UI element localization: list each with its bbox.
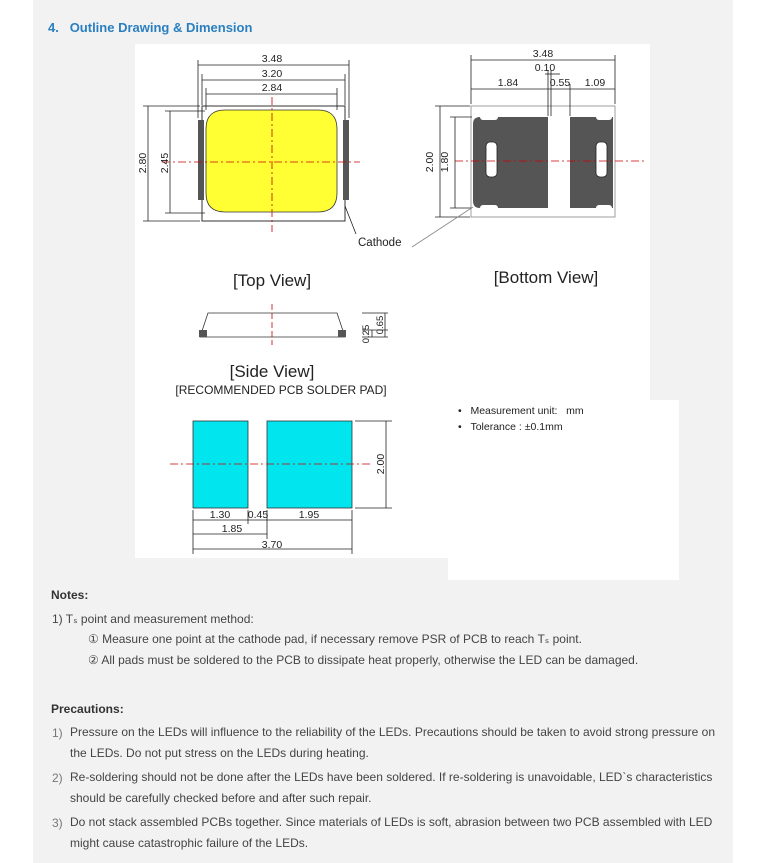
dim-2-45-top: 2.45	[159, 152, 171, 174]
dim-3-48-top: 3.48	[261, 53, 283, 65]
dim-3-20-top: 3.20	[261, 68, 283, 80]
notes-sub-2: ② All pads must be soldered to the PCB to dissipate heat properly, otherwise the LED can be damaged.	[88, 653, 639, 667]
top-view-drawing	[143, 60, 360, 234]
bullet-icon: •	[458, 421, 462, 433]
pcb-pad-title: [RECOMMENDED PCB SOLDER PAD]	[175, 383, 387, 397]
cathode-label: Cathode	[358, 237, 402, 249]
dim-3-70-pcb: 3.70	[261, 539, 283, 551]
precaution-text: Do not stack assembled PCBs together. Since materials of LEDs is soft, abrasion between two PCB assembled with LED might cause catastrophic failure of the LEDs.	[70, 815, 713, 850]
dim-1-09-bottom: 1.09	[584, 77, 606, 89]
tolerance-item	[458, 421, 563, 433]
notes-item-1: 1) Tₛ point and measurement method:	[52, 612, 254, 626]
dim-0-65-side: 0.65	[375, 315, 386, 335]
dim-2-00-bottom: 2.00	[424, 151, 436, 173]
dim-1-84-bottom: 1.84	[497, 77, 519, 89]
side-view-drawing	[199, 304, 388, 345]
dim-2-00-pcb: 2.00	[375, 453, 387, 475]
bottom-view-label: [Bottom View]	[493, 268, 599, 287]
precaution-number: 1)	[52, 726, 63, 740]
dim-3-48-bottom: 3.48	[532, 48, 554, 60]
measurement-unit: Measurement unit: mm	[470, 405, 584, 417]
precaution-text: Pressure on the LEDs will influence to the reliability of the LEDs. Precautions should be taken to avoid strong pressure on the LEDs. Do not put stress on the LEDs during heating.	[70, 725, 716, 760]
dim-2-84-top: 2.84	[261, 82, 283, 94]
dim-1-80-bottom: 1.80	[439, 151, 451, 173]
precaution-text: Re-soldering should not be done after the LEDs have been soldered. If re-soldering is unavoidable, LED`s characteristics should be carefully checked before and after such repair.	[70, 770, 713, 805]
bottom-view-drawing	[412, 55, 645, 247]
measurement-unit-item	[458, 405, 584, 417]
section-number: 4.	[48, 20, 59, 35]
tolerance: Tolerance : ±0.1mm	[470, 421, 563, 433]
notes-sub-1: ① Measure one point at the cathode pad, if necessary remove PSR of PCB to reach Tₛ point.	[88, 632, 582, 646]
notes-heading: Notes:	[51, 588, 89, 602]
dim-1-30-pcb: 1.30	[209, 509, 231, 521]
precautions-heading: Precautions:	[51, 702, 124, 716]
dim-0-45-pcb: 0.45	[247, 509, 269, 521]
side-view-label: [Side View]	[229, 362, 315, 381]
dim-2-80-top: 2.80	[137, 152, 149, 174]
dim-0-25-side: 0.25	[361, 324, 372, 344]
pcb-pad-drawing	[170, 421, 392, 554]
dim-0-10-bottom: 0.10	[534, 62, 556, 74]
bullet-icon: •	[458, 405, 462, 417]
dim-1-95-pcb: 1.95	[298, 509, 320, 521]
dim-1-85-pcb: 1.85	[221, 523, 243, 535]
precaution-number: 3)	[52, 816, 63, 830]
dim-0-55-bottom: 0.55	[549, 77, 571, 89]
section-title-text: Outline Drawing & Dimension	[69, 20, 253, 35]
top-view-label: [Top View]	[232, 271, 312, 290]
precaution-number: 2)	[52, 771, 63, 785]
